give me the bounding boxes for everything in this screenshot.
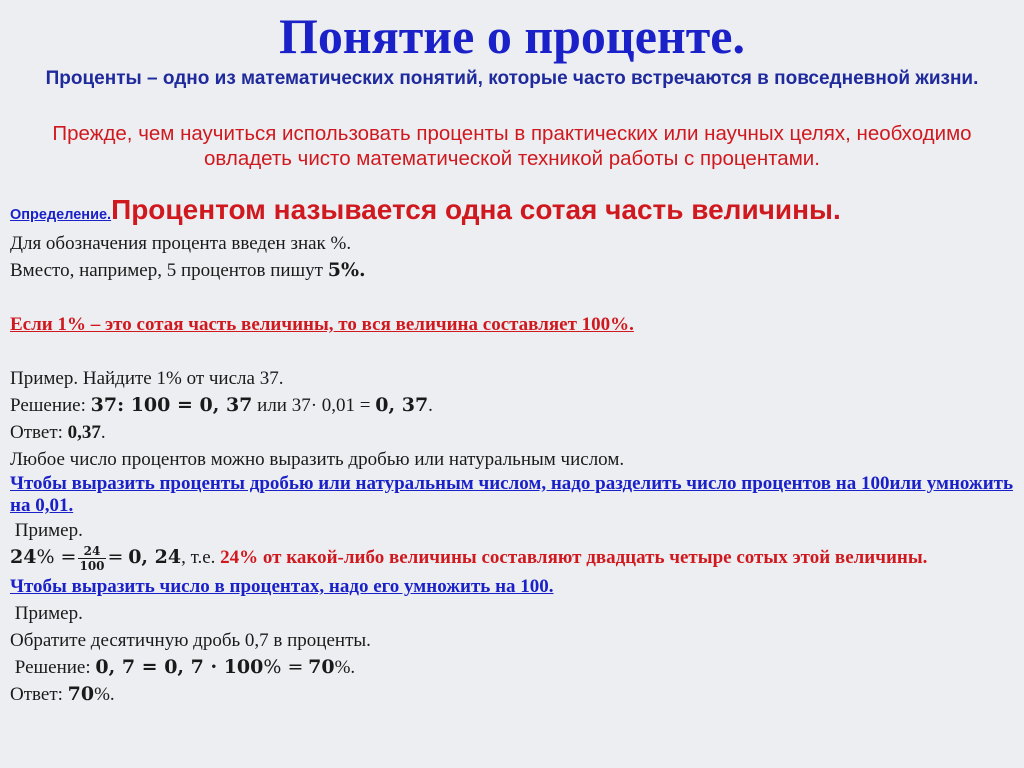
instead-text: Вместо, например, 5 процентов пишут (10, 260, 323, 281)
slide-subtitle: Проценты – одно из математических понятий, которые часто встречаются в повседневной жизни. (45, 68, 979, 89)
example3-question: Обратите десятичную дробь 0,7 в проценты. (10, 630, 371, 652)
answer1-value: 0,37 (67, 422, 101, 443)
solution1-end: . (428, 395, 433, 416)
solution3-result: 70 (308, 656, 335, 679)
solution1-expr2: 0, 37 (375, 394, 429, 416)
ex2-fraction-denominator: 100 (79, 559, 105, 574)
solution3-end: %. (334, 657, 356, 679)
answer3-label: Ответ: (10, 684, 63, 706)
example1-question: Пример. Найдите 1% от числа 37. (10, 368, 284, 389)
rule-blue1-line (10, 473, 1015, 517)
ex2-fraction-numerator: 24 (78, 544, 105, 559)
answer1-label: Ответ: (10, 422, 63, 443)
rule-blue2-text: Чтобы выразить число в процентах, надо его умножить на 100. (10, 576, 554, 598)
intro-text: Прежде, чем научиться использовать проценты в практических или научных целях, необходимо овладеть чисто математической техникой работы с процентами. (52, 122, 972, 170)
ex2-pct-eq: % = (36, 546, 77, 568)
solution1-or: или 37· 0,01 = (257, 395, 371, 416)
definition-text: Процентом называется одна сотая часть величины. (111, 194, 841, 225)
ex2-fraction (78, 544, 105, 573)
example3-label: Пример. (14, 603, 83, 625)
solution1-expr1: 37: 100 = 0, 37 (90, 394, 253, 416)
definition-label: Определение. (10, 207, 112, 223)
answer1-end: . (100, 422, 106, 443)
answer3-end: %. (94, 684, 115, 706)
ex2-rhs-eq: = (107, 546, 124, 568)
solution3-line (10, 654, 1015, 681)
solution3-expr: 0, 7 = 0, 7 · 100 (95, 656, 264, 679)
rule-blue2-line (10, 573, 1015, 600)
slide-body (10, 190, 1015, 708)
ex2-red-text: 24% от какой-либо величины составляют двадцать четыре сотых этой величины. (220, 547, 928, 568)
solution3-label: Решение: (14, 657, 91, 679)
instead-line (10, 257, 1015, 284)
solution3-mid: % = (263, 656, 304, 679)
rule-red-text: Если 1% – это сотая часть величины, то вся величина составляет 100%. (10, 314, 634, 335)
definition-row (10, 190, 1015, 230)
sign-line: Для обозначения процента введен знак %. (10, 233, 352, 254)
answer3-line (10, 681, 1015, 708)
rule-blue1-text: Чтобы выразить проценты дробью или натуральным числом, надо разделить число процентов на 100или умножить на 0,01. (10, 473, 1014, 516)
solution1-line (10, 392, 1015, 419)
any-number-line: Любое число процентов можно выразить дробью или натуральным числом. (10, 449, 625, 470)
ex2-lhs: 24 (10, 546, 37, 568)
ex2-rhs: 0, 24 (128, 546, 182, 568)
answer3-value: 70 (67, 683, 95, 706)
answer1-line (10, 419, 1015, 446)
solution1-label: Решение: (10, 395, 86, 416)
example2-label: Пример. (14, 520, 83, 541)
ex2-ie: , т.е. (181, 547, 216, 568)
rule-red-line (10, 311, 1015, 338)
slide-title: Понятие о проценте. (279, 8, 745, 64)
instead-value: 5%. (327, 259, 366, 281)
example2-line (10, 544, 1015, 573)
